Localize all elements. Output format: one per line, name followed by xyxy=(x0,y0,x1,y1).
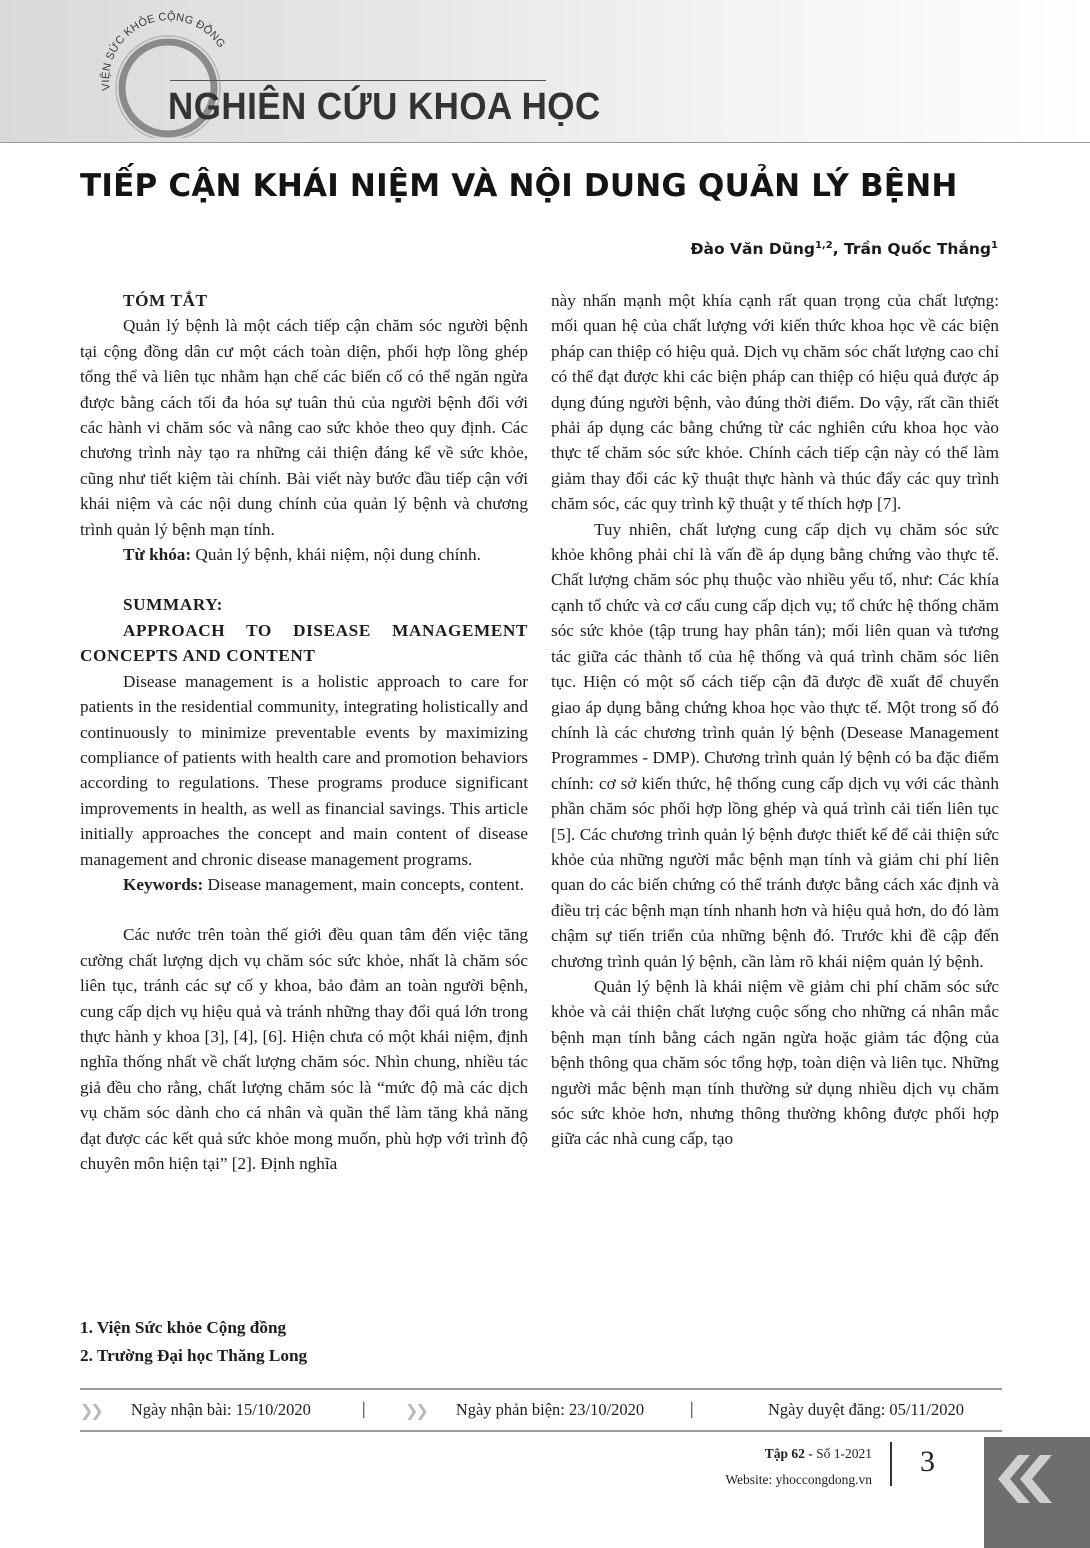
summary-heading: SUMMARY: xyxy=(123,595,223,615)
keywords-line xyxy=(80,542,528,567)
summary-title: APPROACH TO DISEASE MANAGEMENT CONCEPTS AND CONTENT xyxy=(80,620,528,666)
body-paragraph: Quản lý bệnh là khái niệm về giảm chi phí chăm sóc sức khỏe và cải thiện chất lượng cuộc sống cho những cá nhân mắc bệnh mạn tính bằng cách ngăn ngừa hoặc giảm tác động của bệnh thông qua chăm sóc tổng hợp, toàn diện và liên tục. Những người mắc bệnh mạn tính thường sử dụng nhiều dịch vụ chăm sóc sức khỏe hơn, nhưng thông thường không được phối hợp giữa các nhà cung cấp, tạo xyxy=(551,976,999,1149)
date-reviewed-text: Ngày phản biện: 23/10/2020 xyxy=(455,1400,645,1419)
header-divider xyxy=(0,142,1090,143)
en-keywords-label: Keywords: xyxy=(123,874,204,894)
double-chevron-icon: ❯❯ xyxy=(80,1400,101,1420)
en-keywords-value: Disease management, main concepts, content. xyxy=(203,874,524,894)
affiliation-item: 2. Trường Đại học Thăng Long xyxy=(80,1346,308,1365)
authors xyxy=(691,240,998,258)
left-column xyxy=(80,288,528,1176)
dates-rule-bottom xyxy=(80,1430,1002,1432)
keywords-label: Từ khóa: xyxy=(123,545,192,565)
svg-text:VIỆN SỨC KHỎE CỘNG ĐỒNG xyxy=(99,10,227,91)
intro-paragraph: Các nước trên toàn thế giới đều quan tâm đến việc tăng cường chất lượng dịch vụ chăm sóc sức khỏe, nhất là chăm sóc liên tục, tránh các sự cố y khoa, bảo đảm an toàn người bệnh, cung cấp dịch vụ hiệu quả và tránh những thay đổi quá lớn trong thực hành y khoa [3], [4], [6]. Hiện chưa có một khái niệm, định nghĩa thống nhất về chất lượng chăm sóc. Nhìn chung, nhiều tác giả đều cho rằng, chất lượng chăm sóc là “mức độ mà các dịch vụ chăm sóc dành cho cá nhân và quần thể làm tăng khả năng đạt được các kết quả sức khỏe mong muốn, phù hợp với trình độ chuyên môn hiện tại” [2]. Định nghĩa xyxy=(80,925,528,1173)
double-chevron-left-icon xyxy=(988,1449,1058,1509)
website: Website: yhoccongdong.vn xyxy=(725,1472,872,1487)
author-name: Trần Quốc Thắng xyxy=(843,240,992,259)
keywords-value: Quản lý bệnh, khái niệm, nội dung chính. xyxy=(191,545,481,565)
date-received xyxy=(80,1400,311,1420)
date-approved xyxy=(768,1400,964,1420)
double-chevron-icon: ❯❯ xyxy=(405,1400,426,1420)
body-paragraph: này nhấn mạnh một khía cạnh rất quan trọng của chất lượng: mối quan hệ của chất lượng với kiến thức khoa học về các biện pháp can thiệp có hiệu quả. Dịch vụ chăm sóc chất lượng cao chỉ có thể đạt được khi các biện pháp can thiệp có hiệu quả được áp dụng đúng người bệnh, vào đúng thời điểm. Do vậy, rất cần thiết phải áp dụng các bằng chứng từ các nghiên cứu khoa học vào thực tế chăm sóc sức khỏe. Chính cách tiếp cận này có thể làm giảm thay đổi các kỹ thuật thực hành và thúc đẩy các quy trình chăm sóc, các quy trình kỹ thuật y tế thích hợp [7]. xyxy=(551,291,999,514)
issue-volume: Tập 62 - xyxy=(764,1446,813,1461)
abstract-heading: TÓM TẮT xyxy=(123,291,208,310)
date-approved-text: Ngày duyệt đăng: 05/11/2020 xyxy=(768,1400,964,1419)
section-title: NGHIÊN CỨU KHOA HỌC xyxy=(168,86,601,128)
date-reviewed xyxy=(405,1400,644,1420)
author-affiliation-sup: 1,2 xyxy=(814,240,833,251)
summary-body: Disease management is a holistic approach to care for patients in the residential community, integrating holistically and continuously to minimize preventable events by maximizing compliance of patients with health care and promotion behaviors according to regulations. These programs produce significant improvements in health, as well as financial savings. This article initially approaches the concept and main content of disease management and chronic disease management programs. xyxy=(80,671,528,869)
author-name: Đào Văn Dũng xyxy=(690,240,815,259)
page-number: 3 xyxy=(920,1445,935,1478)
date-separator: | xyxy=(362,1398,366,1418)
footer-divider xyxy=(890,1442,892,1486)
body-paragraph: Tuy nhiên, chất lượng cung cấp dịch vụ chăm sóc sức khỏe không phải chỉ là vấn đề áp dụng bằng chứng vào thực tế. Chất lượng chăm sóc phụ thuộc vào nhiều yếu tố, như: Các khía cạnh tổ chức và cơ cấu cung cấp dịch vụ; tổ chức hệ thống chăm sóc sức khỏe (tập trung hay phân tán); mối liên quan và tương tác giữa các thành tố của hệ thống và quá trình chăm sóc liên tục. Hiện có một số cách tiếp cận đã được đề xuất để chuyển giao áp dụng bằng chứng khoa học vào thực tế. Một trong số đó chính là các chương trình quản lý bệnh (Desease Management Programmes - DMP). Chương trình quản lý bệnh có ba đặc điểm chính: cơ sở kiến thức, hệ thống cung cấp dịch vụ với các thành phần chăm sóc phối hợp lồng ghép và quá trình cải tiến liên tục [5]. Các chương trình quản lý bệnh được thiết kế để cải thiện sức khỏe của những người mắc bệnh mạn tính và giảm chi phí liên quan do các biến chứng có thể tránh được bằng cách xác định và điều trị các bệnh mạn tính nhanh hơn và hiệu quả hơn, do đó làm chậm sự tiến triển của những bệnh đó. Trước khi đề cập đến chương trình quản lý bệnh, cần làm rõ khái niệm quản lý bệnh. xyxy=(551,519,999,971)
affiliation-item: 1. Viện Sức khỏe Cộng đồng xyxy=(80,1318,287,1337)
issue-number: Số 1-2021 xyxy=(812,1446,872,1461)
corner-block xyxy=(984,1437,1090,1548)
author-affiliation-sup: 1 xyxy=(991,240,998,251)
dates-rule-top xyxy=(80,1388,1002,1390)
abstract-body: Quản lý bệnh là một cách tiếp cận chăm sóc người bệnh tại cộng đồng dân cư một cách toàn diện, phối hợp lồng ghép tổng thể và liên tục nhằm hạn chế các biến cố có thể ngăn ngừa được bằng cách tối đa hóa sự tuân thủ của người bệnh đối với các hành vi chăm sóc và nâng cao sức khỏe theo quy định. Các chương trình này tạo ra những cải thiện đáng kể về sức khỏe, cũng như tiết kiệm tài chính. Bài viết này bước đầu tiếp cận với khái niệm và các nội dung chính của quản lý bệnh và chương trình quản lý bệnh mạn tính. xyxy=(80,316,528,539)
date-separator: | xyxy=(690,1398,694,1418)
issue-info xyxy=(765,1446,872,1462)
header-rule xyxy=(170,80,546,81)
right-column xyxy=(551,288,999,1152)
author-separator: , xyxy=(832,240,844,259)
article-title: TIẾP CẬN KHÁI NIỆM VÀ NỘI DUNG QUẢN LÝ BỆNH xyxy=(80,168,958,204)
affiliations xyxy=(80,1314,307,1370)
en-keywords-line xyxy=(80,872,528,897)
logo-text: VIỆN SỨC KHỎE CỘNG ĐỒNG xyxy=(100,11,228,92)
date-received-text: Ngày nhận bài: 15/10/2020 xyxy=(130,1400,311,1419)
